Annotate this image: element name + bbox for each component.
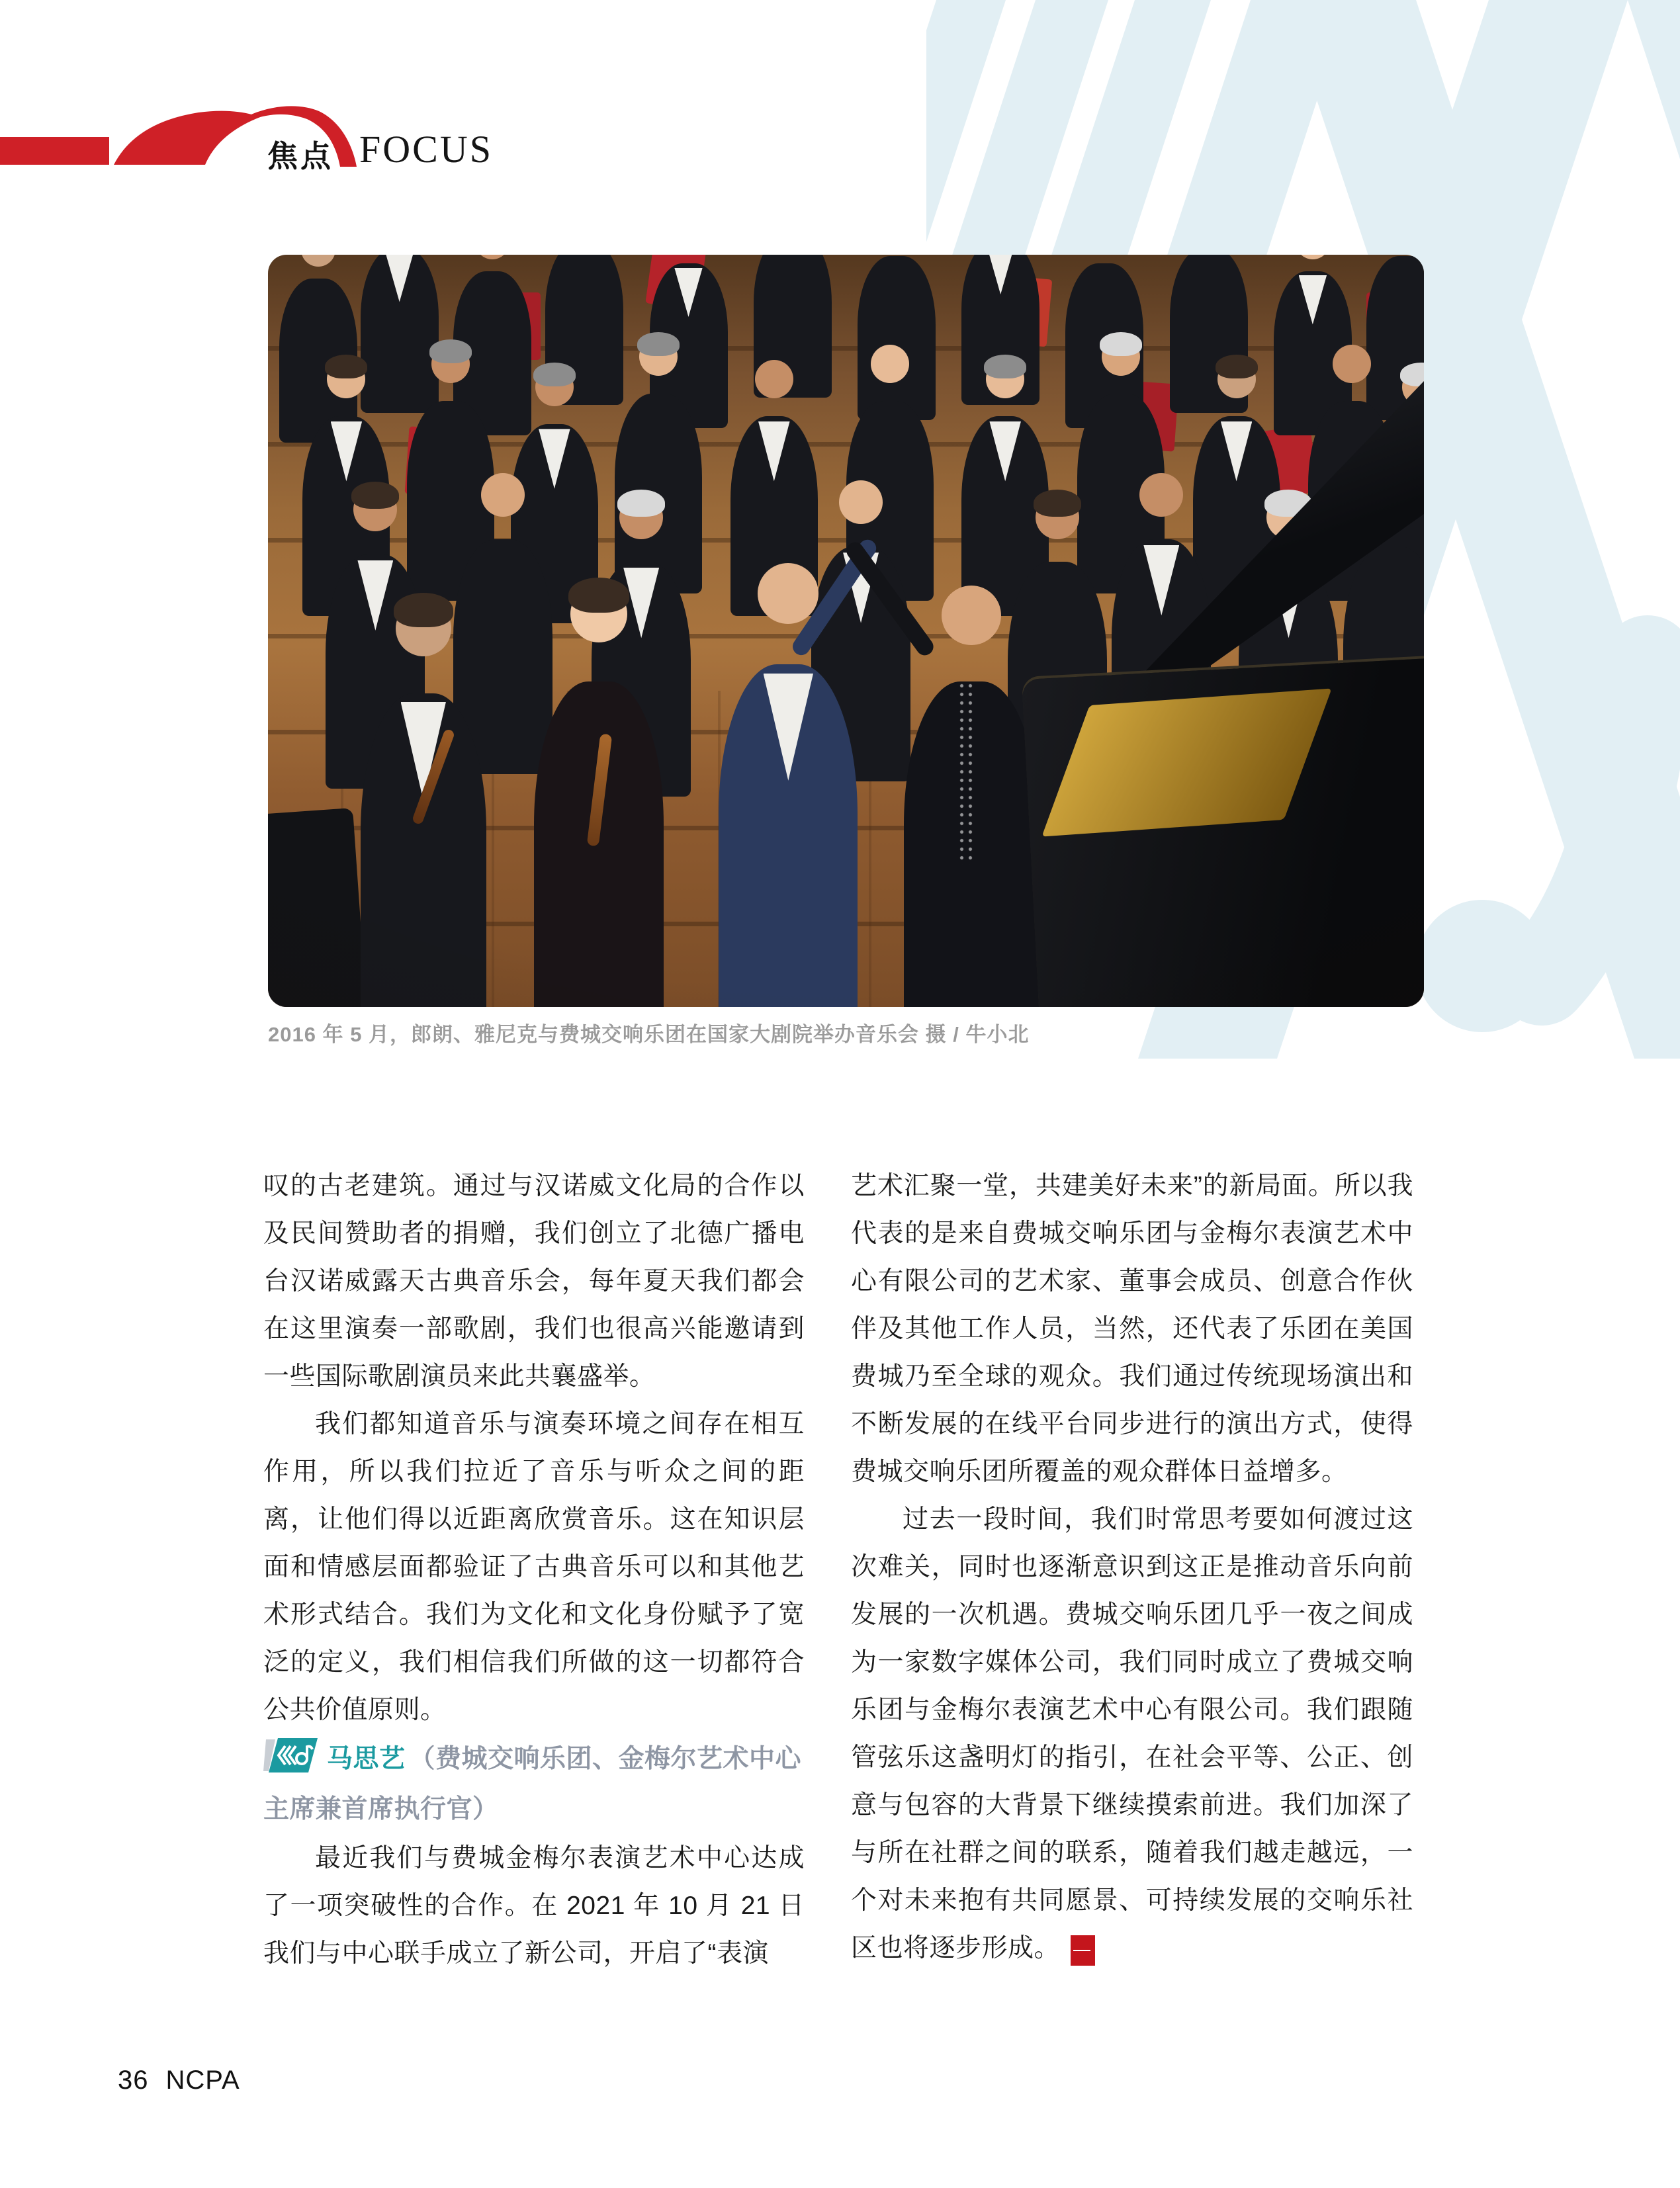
- concert-photo: [268, 255, 1424, 1007]
- article-right-column: [851, 1162, 1413, 1972]
- paragraph: [851, 1496, 1413, 1972]
- speaker-role-line1: （费城交响乐团、金梅尔艺术中心: [409, 1745, 802, 1773]
- article-left-column: [263, 1162, 805, 1978]
- footer-brand: NCPA: [165, 2066, 240, 2095]
- red-bar: [0, 137, 109, 165]
- ncpa-end-mark: $\frac{NC}{PA}$: [1071, 1935, 1095, 1966]
- paragraph: 我们都知道音乐与演奏环境之间存在相互作用，所以我们拉近了音乐与听众之间的距离，让他们得以近距离欣赏音乐。这在知识层面和情感层面都验证了古典音乐可以和其他艺术形式结合。我们为文化和文化身份赋予了宽泛的定义，我们相信我们所做的这一切都符合公共价值原则。: [263, 1410, 805, 1724]
- speaker-heading: [263, 1734, 805, 1835]
- section-title-cn: 焦点: [267, 139, 333, 173]
- paragraph: 最近我们与费城金梅尔表演艺术中心达成了一项突破性的合作。在 2021 年 10 月 21 日我们与中心联手成立了新公司，开启了“表演: [263, 1844, 805, 1968]
- photo-caption: 2016 年 5 月，郎朗、雅尼克与费城交响乐团在国家大剧院举办音乐会 摄 / 牛小北: [268, 1023, 1030, 1046]
- ncpa-note-icon: [263, 1737, 318, 1774]
- red-dome: [114, 111, 260, 165]
- paragraph: 艺术汇聚一堂，共建美好未来”的新局面。所以我代表的是来自费城交响乐团与金梅尔表演艺术中心有限公司的艺术家、董事会成员、创意合作伙伴及其他工作人员，当然，还代表了乐团在美国费城乃至全球的观众。我们通过传统现场演出和不断发展的在线平台同步进行的演出方式，使得费城交响乐团所覆盖的观众群体日益增多。: [851, 1172, 1413, 1486]
- page-number: 36: [118, 2066, 149, 2095]
- speaker-role-line2: 主席兼首席执行官）: [263, 1795, 499, 1823]
- speaker-name: 马思艺: [327, 1745, 406, 1773]
- paragraph-text: 过去一段时间，我们时常思考要如何渡过这次难关，同时也逐渐意识到这正是推动音乐向前发展的一次机遇。费城交响乐团几乎一夜之间成为一家数字媒体公司，我们同时成立了费城交响乐团与金梅尔表演艺术中心有限公司。我们跟随管弦乐这盏明灯的指引，在社会平等、公正、创意与包容的大背景下继续摸索前进。我们加深了与所在社群之间的联系，随着我们越走越远，一个对未来抱有共同愿景、可持续发展的交响乐社区也将逐步形成。: [851, 1505, 1413, 1962]
- section-title-en: FOCUS: [359, 128, 493, 171]
- page-footer: [118, 2066, 240, 2095]
- paragraph: 叹的古老建筑。通过与汉诺威文化局的合作以及民间赞助者的捐赠，我们创立了北德广播电台汉诺威露天古典音乐会，每年夏天我们都会在这里演奏一部歌剧，我们也很高兴能邀请到一些国际歌剧演员来此共襄盛举。: [263, 1172, 805, 1391]
- photo-vignette: [268, 255, 1424, 1007]
